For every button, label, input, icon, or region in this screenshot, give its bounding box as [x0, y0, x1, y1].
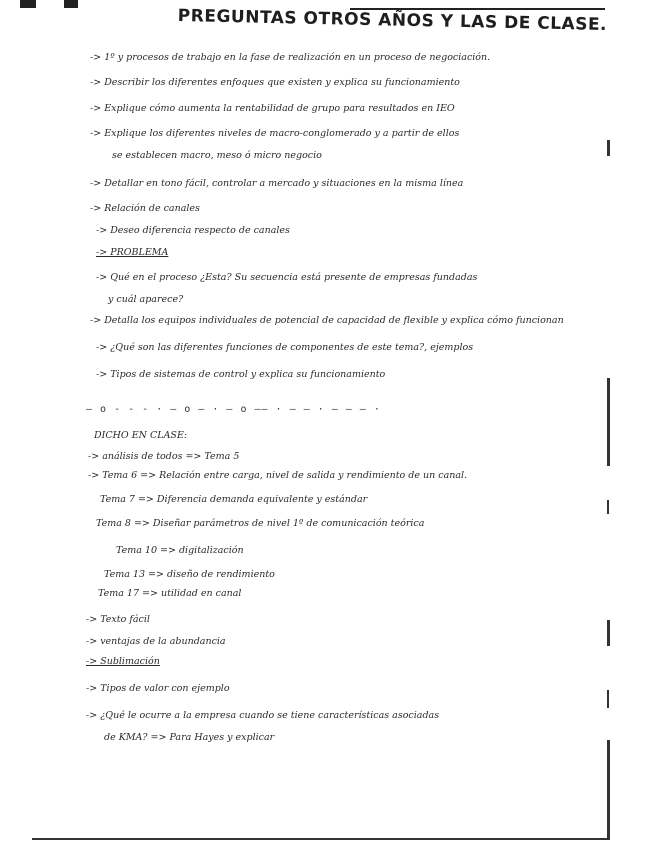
page-bottom-rule [32, 838, 610, 840]
class-item: Tema 10 => digitalización [116, 545, 244, 556]
class-item: -> ¿Qué le ocurre a la empresa cuando se tiene características asociadas [86, 710, 440, 721]
class-heading: DICHO EN CLASE: [94, 430, 188, 441]
scan-edge-mark [607, 140, 610, 156]
scan-edge-mark [607, 500, 609, 514]
scan-edge-mark [607, 740, 610, 838]
problem-heading: -> PROBLEMA [96, 247, 169, 258]
question-line: -> Relación de canales [90, 203, 200, 214]
question-line: y cuál aparece? [108, 294, 184, 305]
question-line: -> ¿Qué son las diferentes funciones de componentes de este tema?, ejemplos [96, 342, 474, 353]
class-item: -> ventajas de la abundancia [86, 636, 226, 647]
class-item: -> Tipos de valor con ejemplo [86, 683, 230, 694]
class-item: -> Tema 6 => Relación entre carga, nivel de salida y rendimiento de un canal. [88, 470, 468, 481]
class-item: Tema 13 => diseño de rendimiento [104, 569, 275, 580]
question-line: -> 1º y procesos de trabajo en la fase de realización en un proceso de negociación. [90, 52, 491, 63]
question-line: -> Detallar en tono fácil, controlar a mercado y situaciones en la misma línea [90, 178, 464, 189]
scan-edge-mark [607, 690, 609, 708]
question-line: -> Explique cómo aumenta la rentabilidad de grupo para resultados en IEO [90, 103, 455, 114]
scan-edge-mark [607, 620, 610, 646]
question-line: -> Explique los diferentes niveles de macro-conglomerado y a partir de ellos [90, 128, 460, 139]
question-line: se establecen macro, meso ó micro negocio [112, 150, 322, 161]
page-title: PREGUNTAS OTROS AÑOS Y LAS DE CLASE. [177, 6, 608, 35]
scan-edge-mark [64, 0, 78, 8]
question-line: -> Describir los diferentes enfoques que existen y explica su funcionamiento [90, 77, 460, 88]
class-item: Tema 7 => Diferencia demanda equivalente y estándar [100, 494, 368, 505]
scan-edge-mark [20, 0, 36, 8]
question-line: -> Tipos de sistemas de control y explica su funcionamiento [96, 369, 386, 380]
question-line: -> Deseo diferencia respecto de canales [96, 225, 290, 236]
question-line: -> Qué en el proceso ¿Esta? Su secuencia está presente de empresas fundadas [96, 272, 478, 283]
class-item: Tema 8 => Diseñar parámetros de nivel 1º de comunicación teórica [96, 518, 425, 529]
section-divider: — o - - - · — o — · — o —— · — — · — — — · [86, 404, 381, 415]
question-line: -> Detalla los equipos individuales de potencial de capacidad de flexible y explica cómo funcionan [90, 315, 564, 326]
scan-edge-mark [607, 378, 610, 466]
class-item: -> Texto fácil [86, 614, 150, 625]
class-item: -> Sublimación [86, 656, 160, 667]
class-item: de KMA? => Para Hayes y explicar [104, 732, 275, 743]
class-item: Tema 17 => utilidad en canal [98, 588, 242, 599]
class-item: -> análisis de todos => Tema 5 [88, 451, 240, 462]
